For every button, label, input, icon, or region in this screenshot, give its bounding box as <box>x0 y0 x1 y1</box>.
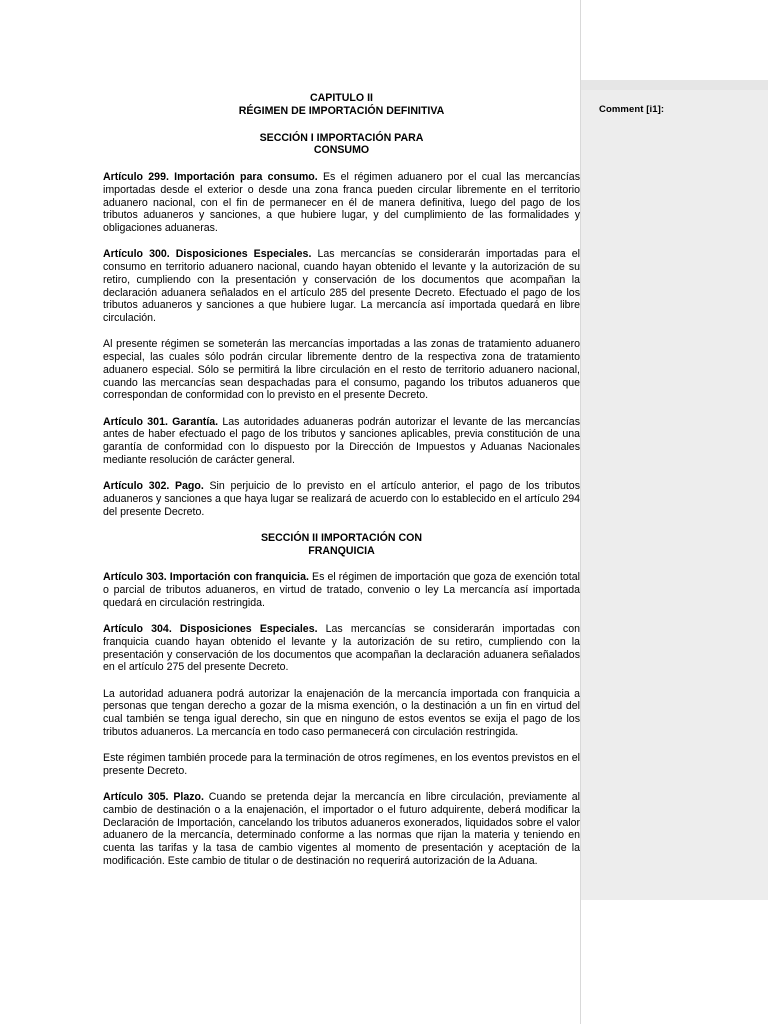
chapter-title: RÉGIMEN DE IMPORTACIÓN DEFINITIVA <box>238 104 445 117</box>
section-1-title-line2: CONSUMO <box>313 144 370 157</box>
article-301 <box>103 416 580 467</box>
article-300-text: Las mercancías se considerarán importadas para el consumo en territorio aduanero nacional, cuando hayan obtenido el levante y la autorización de su retiro, cumpliendo con la presentación y conservación de los documentos que acompañan la declaración aduanera señalados en el artículo 285 del presente Decreto. Efectuado el pago de los tributos aduaneros y sanciones a que hubiere lugar. La mercancía así importada quedará en libre circulación. <box>103 248 580 324</box>
article-302 <box>103 480 580 518</box>
article-299-text: Es el régimen aduanero por el cual las mercancías importadas desde el exterior o desde una zona franca pueden circular libremente en el territorio aduanero nacional, con el fin de permanecer en él de manera definitiva, luego del pago de los tributos aduaneros y sanciones, a que hubiere lugar, y del cumplimiento de las formalidades y obligaciones aduaneras. <box>103 171 580 234</box>
comment-balloon-header <box>581 80 768 90</box>
chapter-heading <box>103 92 580 118</box>
article-300-paragraph-2: Al presente régimen se someterán las mercancías importadas a las zonas de tratamiento aduanero especial, las cuales sólo podrán circular libremente dentro de la respectiva zona de tratamiento aduanero especial. Sólo se permitirá la libre circulación en el resto de territorio aduanero nacional, cuando las mercancías sean despachadas para el consumo, pagando los tributos aduaneros que correspondan de conformidad con lo previsto en el presente Decreto. <box>103 338 580 402</box>
comment-balloon[interactable] <box>581 90 768 900</box>
article-299-title: Artículo 299. Importación para consumo. <box>103 171 318 183</box>
article-301-text: Las autoridades aduaneras podrán autorizar el levante de las mercancías antes de haber efectuado el pago de los tributos y sanciones aplicables, previa constitución de una garantía de conformidad con lo dispuesto por la Dirección de Impuestos y Aduanas Nacionales mediante resolución de carácter general. <box>103 415 580 466</box>
article-299 <box>103 171 580 235</box>
article-300 <box>103 248 580 325</box>
article-304 <box>103 623 580 674</box>
spacer <box>103 157 580 171</box>
comment-balloon-area <box>581 80 768 900</box>
comment-margin <box>580 0 768 1024</box>
article-302-title: Artículo 302. Pago. <box>103 480 204 492</box>
chapter-number: CAPITULO II <box>310 92 373 104</box>
article-304-paragraph-2: La autoridad aduanera podrá autorizar la enajenación de la mercancía importada con franquicia a personas que tengan derecho a gozar de la misma exención, o la destinación a un fin en virtud del cual también se tenga igual derecho, sin que en ninguno de estos eventos se exija el pago de los tributos aduaneros. La mercancía en todo caso permanecerá con circulación restringida. <box>103 687 580 738</box>
article-302-text: Sin perjuicio de lo previsto en el artículo anterior, el pago de los tributos aduaneros y sanciones a que haya lugar se realizará de acuerdo con lo establecido en el artículo 294 del presente Decreto. <box>103 480 580 518</box>
section-2-title-line2: FRANQUICIA <box>308 544 375 557</box>
section-1-title-line1: SECCIÓN I IMPORTACIÓN PARA <box>259 131 424 144</box>
article-304-title: Artículo 304. Disposiciones Especiales. <box>103 623 318 635</box>
article-304-paragraph-3: Este régimen también procede para la terminación de otros regímenes, en los eventos previstos en el presente Decreto. <box>103 752 580 777</box>
article-304-text: Las mercancías se considerarán importadas con franquicia cuando hayan obtenido el levante y la autorización de su retiro, cumpliendo con la presentación y conservación de los documentos que acompañan la declaración aduanera señalados en el artículo 275 del presente Decreto. <box>103 623 580 674</box>
article-305-text: Cuando se pretenda dejar la mercancía en libre circulación, previamente al cambio de destinación o a la enajenación, el importador o el futuro adquirente, deberá modificar la Declaración de Importación, cancelando los tributos aduaneros exonerados, liquidados sobre el valor aduanero de la mercancía, determinado conforme a las normas que rijan la materia y teniendo en cuenta las tarifas y la tasa de cambio vigentes al momento de presentación y aceptación de la modificación. Este cambio de titular o de destinación no requerirá autorización de la Aduana. <box>103 791 580 867</box>
document-body <box>103 92 580 881</box>
article-301-title: Artículo 301. Garantía. <box>103 415 219 428</box>
article-303 <box>103 571 580 609</box>
article-300-title: Artículo 300. Disposiciones Especiales. <box>103 248 312 261</box>
article-303-text: Es el régimen de importación que goza de exención total o parcial de tributos aduaneros, en virtud de tratado, convenio o ley La mercancía así importada quedará en circulación restringida. <box>103 571 580 609</box>
section-2-title-line1: SECCIÓN II IMPORTACIÓN CON <box>260 531 423 544</box>
section-1-heading <box>103 132 580 158</box>
comment-label: Comment [i1]: <box>599 104 665 115</box>
section-2-heading <box>103 532 580 558</box>
spacer <box>103 118 580 132</box>
spacer <box>103 557 580 571</box>
article-305-title: Artículo 305. Plazo. <box>103 791 204 803</box>
article-305 <box>103 791 580 868</box>
article-303-title: Artículo 303. Importación con franquicia. <box>103 571 309 584</box>
